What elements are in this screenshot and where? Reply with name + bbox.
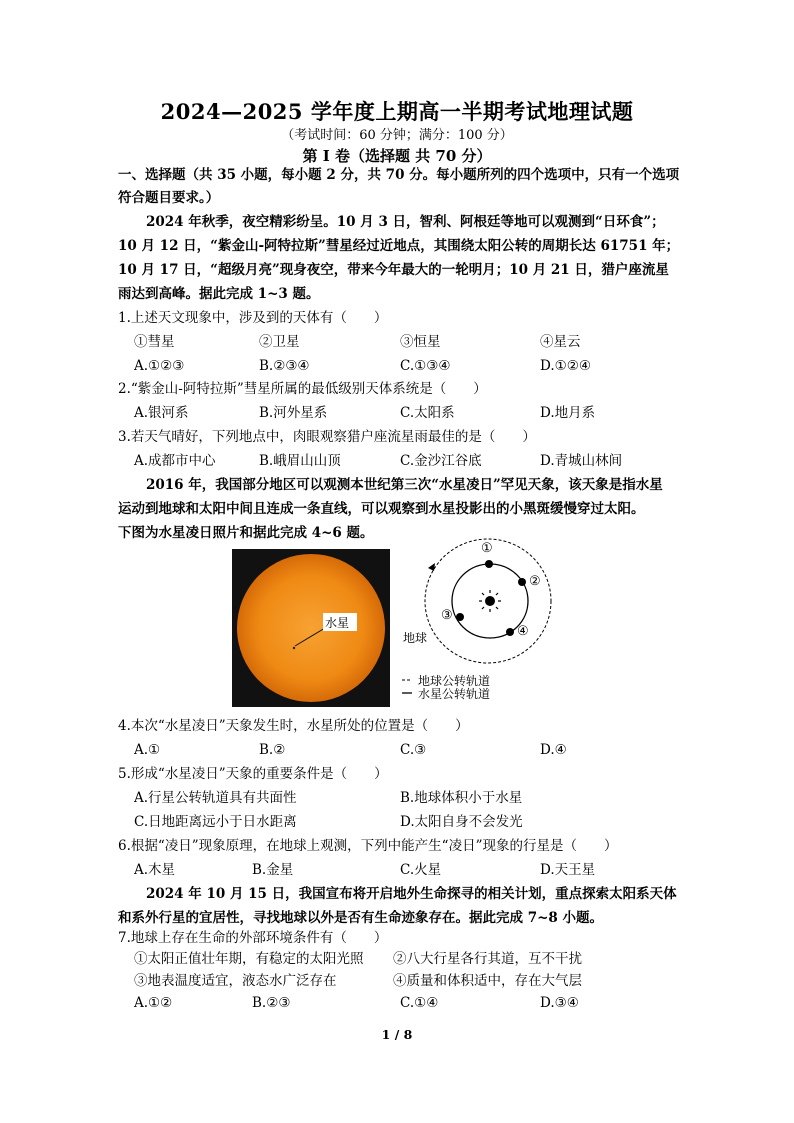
- mercury-dot: [293, 647, 295, 649]
- position-4-dot: [506, 628, 514, 636]
- question-3-option-b[interactable]: B.峨眉山山顶: [259, 453, 341, 469]
- question-1-option-a[interactable]: A.①②③: [134, 358, 185, 374]
- position-3-label: ③: [441, 608, 453, 623]
- passage-1-line: 10 月 17 日，“超级月亮”现身夜空，带来今年最大的一轮明月；10 月 21 日，猎户座流星: [118, 262, 669, 278]
- sun-disc: [237, 554, 385, 702]
- question-7-item: ①太阳正值壮年期，有稳定的太阳光照: [134, 951, 364, 967]
- passage-2-line: 2016 年，我国部分地区可以观测本世纪第三次“水星凌日”罕见天象，该天象是指水星: [146, 477, 663, 493]
- question-1-item: ④星云: [540, 334, 581, 350]
- question-6-option-c[interactable]: C.火星: [400, 862, 442, 878]
- position-2-label: ②: [529, 574, 541, 589]
- question-6-option-d[interactable]: D.天王星: [540, 862, 596, 878]
- question-4-option-a[interactable]: A.①: [134, 742, 161, 758]
- question-7-stem: 7.地球上存在生命的外部环境条件有（ ）: [118, 930, 388, 946]
- position-2-dot: [518, 578, 526, 586]
- question-7-option-a[interactable]: A.①②: [134, 995, 173, 1011]
- question-1-item: ②卫星: [259, 334, 300, 350]
- exam-info: （考试时间：60 分钟；满分：100 分）: [281, 128, 513, 143]
- passage-1-line: 雨达到高峰。据此完成 1~3 题。: [118, 286, 320, 302]
- passage-3-line: 2024 年 10 月 15 日，我国宣布将开启地外生命探寻的相关计划，重点探索太阳系天体: [146, 886, 677, 902]
- passage-1-line: 10 月 12 日，“紫金山-阿特拉斯”彗星经过近地点，其围绕太阳公转的周期长达 61751 年；: [118, 238, 680, 254]
- question-3-option-c[interactable]: C.金沙江谷底: [400, 453, 482, 469]
- part-heading: 第 I 卷（选择题 共 70 分）: [302, 147, 492, 165]
- question-7-item: ②八大行星各行其道，互不干扰: [393, 951, 582, 967]
- question-2-option-a[interactable]: A.银河系: [134, 405, 189, 421]
- passage-3-line: 和系外行星的宜居性，寻找地球以外是否有生命迹象存在。据此完成 7~8 小题。: [118, 910, 603, 926]
- photo-label-mercury: 水星: [325, 616, 350, 630]
- question-2-option-d[interactable]: D.地月系: [540, 405, 596, 421]
- position-1-dot: [485, 560, 493, 568]
- section-instruction-cont: 符合题目要求。）: [118, 190, 220, 206]
- question-1-stem: 1.上述天文现象中，涉及到的天体有（ ）: [118, 310, 388, 326]
- question-7-item: ③地表温度适宜，液态水广泛存在: [134, 973, 337, 989]
- question-4-option-b[interactable]: B.②: [259, 742, 286, 758]
- question-5-option-c[interactable]: C.日地距离远小于日水距离: [134, 814, 297, 830]
- question-3-option-d[interactable]: D.青城山林间: [540, 453, 623, 469]
- question-2-stem: 2.“紫金山-阿特拉斯”彗星所属的最低级别天体系统是（ ）: [118, 381, 487, 397]
- mercury-transit-photo: [232, 549, 390, 707]
- question-1-item: ③恒星: [400, 334, 441, 350]
- question-4-stem: 4.本次“水星凌日”天象发生时，水星所处的位置是（ ）: [118, 718, 469, 734]
- position-1-label: ①: [481, 541, 493, 556]
- question-7-option-d[interactable]: D.③④: [540, 995, 579, 1011]
- question-6-option-a[interactable]: A.木星: [134, 862, 176, 878]
- question-4-option-c[interactable]: C.③: [400, 742, 427, 758]
- position-3-dot: [456, 613, 464, 621]
- question-3-stem: 3.若天气晴好，下列地点中，肉眼观察猎户座流星雨最佳的是（ ）: [118, 429, 536, 445]
- question-5-option-b[interactable]: B.地球体积小于水星: [400, 790, 523, 806]
- question-1-option-d[interactable]: D.①②④: [540, 358, 591, 374]
- sun-icon: [479, 590, 501, 612]
- orbit-diagram: [398, 535, 558, 707]
- passage-1-line: 2024 年秋季，夜空精彩纷呈。10 月 3 日，智利、阿根廷等地可以观测到“日环食”；: [146, 214, 665, 230]
- question-7-item: ④质量和体积适中，存在大气层: [393, 973, 582, 989]
- question-1-option-b[interactable]: B.②③④: [259, 358, 310, 374]
- question-7-option-c[interactable]: C.①④: [400, 995, 439, 1011]
- question-7-option-b[interactable]: B.②③: [252, 995, 291, 1011]
- question-6-option-b[interactable]: B.金星: [252, 862, 294, 878]
- question-5-option-a[interactable]: A.行星公转轨道具有共面性: [134, 790, 297, 806]
- page-number: 1 / 8: [381, 1027, 413, 1042]
- question-6-stem: 6.根据“凌日”现象原理，在地球上观测，下列中能产生“凌日”现象的行星是（ ）: [118, 838, 618, 854]
- question-4-option-d[interactable]: D.④: [540, 742, 567, 758]
- legend-mercury-orbit: 水星公转轨道: [418, 687, 491, 701]
- question-3-option-a[interactable]: A.成都市中心: [134, 453, 216, 469]
- question-1-item: ①彗星: [134, 334, 175, 350]
- question-1-option-c[interactable]: C.①③④: [400, 358, 451, 374]
- passage-2-line: 下图为水星凌日照片和据此完成 4~6 题。: [118, 525, 374, 541]
- passage-2-line: 运动到地球和太阳中间且连成一条直线，可以观察到水星投影出的小黑斑缓慢穿过太阳。: [118, 501, 645, 517]
- question-2-option-c[interactable]: C.太阳系: [400, 405, 455, 421]
- question-5-option-d[interactable]: D.太阳自身不会发光: [400, 814, 523, 830]
- earth-label: 地球: [403, 631, 428, 645]
- question-5-stem: 5.形成“水星凌日”天象的重要条件是（ ）: [118, 766, 388, 782]
- page-title: 2024—2025 学年度上期高一半期考试地理试题: [160, 99, 634, 124]
- position-4-label: ④: [517, 624, 529, 639]
- legend-earth-orbit: 地球公转轨道: [418, 674, 491, 688]
- section-instruction: 一、选择题（共 35 小题，每小题 2 分，共 70 分。每小题所列的四个选项中，只有一个选项: [118, 167, 680, 183]
- question-2-option-b[interactable]: B.河外星系: [259, 405, 328, 421]
